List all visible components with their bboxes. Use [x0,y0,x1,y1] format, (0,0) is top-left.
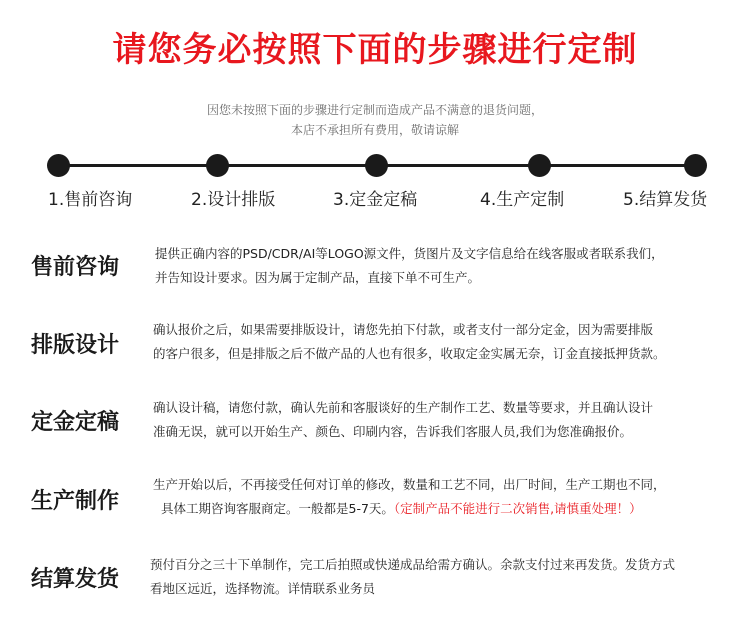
section-production-heading: 生产制作 [30,489,119,514]
section-delivery-line-2: 看地区远近，选择物流。详情联系业务员 [150,581,376,596]
section-design-line-1: 确认报价之后，如果需要排版设计，请您先拍下付款，或者支付一部分定金，因为需要排版 [153,322,654,337]
section-deposit-body [153,396,653,444]
step-2-dot [206,154,229,177]
section-design-body [153,318,666,366]
step-1-label: 1.售前咨询 [48,190,133,210]
section-design-line-2: 的客户很多，但是排版之后不做产品的人也有很多，收取定金实属无奈，订金直接抵押货款。 [153,346,666,361]
section-presale-line-2: 并告知设计要求。因为属于定制产品，直接下单不可生产。 [155,270,481,285]
step-5-label: 5.结算发货 [623,190,708,210]
section-deposit-heading: 定金定稿 [30,410,119,435]
step-4-dot [528,154,551,177]
step-1-dot [47,154,70,177]
notice-line-1: 因您未按照下面的步骤进行定制而造成产品不满意的退货问题， [206,103,543,117]
section-deposit-line-1: 确认设计稿，请您付款，确认先前和客服谈好的生产制作工艺、数量等要求，并且确认设计 [153,400,654,415]
step-2-label: 2.设计排版 [191,190,276,210]
section-presale-heading: 售前咨询 [30,255,119,280]
section-production-line-2-text: 具体工期咨询客服商定。一般都是5-7天。 [161,501,394,516]
step-3-label: 3.定金定稿 [333,190,418,210]
notice-line-2: 本店不承担所有费用，敬请谅解 [290,123,459,137]
section-production-line-2 [153,497,666,521]
section-production-body [153,473,666,521]
section-production-line-1: 生产开始以后，不再接受任何对订单的修改，数量和工艺不同，出厂时间，生产工期也不同， [153,477,666,492]
page-title: 请您务必按照下面的步骤进行定制 [112,30,638,70]
process-timeline [0,150,750,220]
section-presale-body [155,242,664,290]
step-3-dot [365,154,388,177]
step-5-dot [684,154,707,177]
section-delivery-line-1: 预付百分之三十下单制作，完工后拍照或快递成品给需方确认。余款支付过来再发货。发货方式 [150,557,676,572]
section-deposit-line-2: 准确无误，就可以开始生产、颜色、印刷内容，告诉我们客服人员,我们为您准确报价。 [153,424,632,439]
section-design-heading: 排版设计 [30,333,119,358]
section-presale-line-1: 提供正确内容的PSD/CDR/AI等LOGO源文件，货图片及文字信息给在线客服或者联系我们， [155,246,664,261]
section-delivery-heading: 结算发货 [30,567,119,592]
resale-warning: （定制产品不能进行二次销售,请慎重处理！） [393,501,642,516]
step-4-label: 4.生产定制 [480,190,565,210]
section-delivery-body [150,553,675,601]
